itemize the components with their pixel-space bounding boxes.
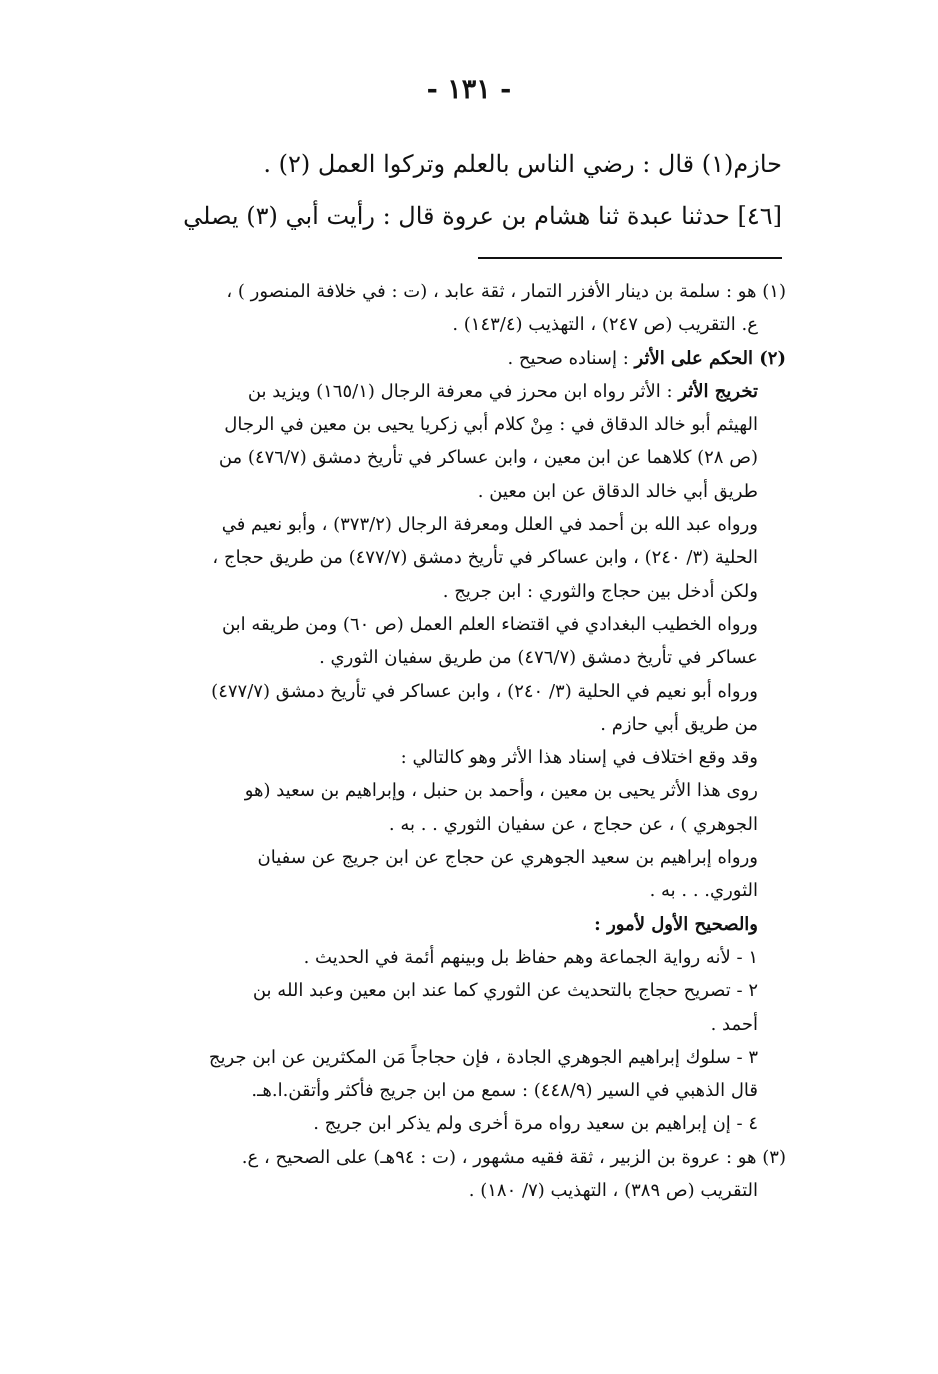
footnote-line: الجوهري ) ، عن حجاج ، عن سفيان الثوري . . به . xyxy=(388,813,758,835)
footnote-line: ولكن أدخل بين حجاج والثوري : ابن جريج . xyxy=(442,580,758,602)
footnote-subheading: والصحيح الأول لأمور : xyxy=(594,913,758,935)
footnote-line: الحلية (٣/ ٢٤٠) ، وابن عساكر في تأريخ دمشق (٤٧٧/٧) من طريق حجاج ، xyxy=(212,547,758,569)
takhrij-text: : الأثر رواه ابن محرز في معرفة الرجال (١٦٥/١) ويزيد بن xyxy=(247,380,679,402)
footnote-line: قال الذهبي في السير (٤٤٨/٩) : سمع من ابن جريج فأكثر وأتقن.ا.هـ. xyxy=(251,1080,758,1102)
footnote-line: ورواه إبراهيم بن سعيد الجوهري عن حجاج عن ابن جريج عن سفيان xyxy=(257,847,758,869)
footnote-list-item: ١ - لأنه رواية الجماعة وهم حفاظ بل وبينهم أئمة في الحديث . xyxy=(303,946,758,968)
footnote-line: أحمد . xyxy=(710,1013,758,1035)
footnote-list-item: ٣ - سلوك إبراهيم الجوهري الجادة ، فإن حجاجاً مَن المكثرين عن ابن جريج xyxy=(208,1046,758,1068)
footnote-line: عساكر في تأريخ دمشق (٤٧٦/٧) من طريق سفيان الثوري . xyxy=(319,647,758,669)
footnote-line: روى هذا الأثر يحيى بن معين ، وأحمد بن حنبل ، وإبراهيم بن سعيد (هو xyxy=(244,780,758,802)
takhrij-line xyxy=(100,375,786,408)
footnote-2-text: : إسناده صحيح . xyxy=(507,347,635,369)
footnote-line: ورواه عبد الله بن أحمد في العلل ومعرفة الرجال (٣٧٣/٢) ، وأبو نعيم في xyxy=(221,514,758,536)
footnote-3-continuation: التقريب (ص ٣٨٩) ، التهذيب (٧/ ١٨٠) . xyxy=(468,1180,758,1202)
footnote-line: طريق أبي خالد الدقاق عن ابن معين . xyxy=(477,480,758,502)
footnote-separator xyxy=(478,257,782,259)
footnotes xyxy=(100,275,786,1207)
footnote-2 xyxy=(100,342,786,375)
main-text-line: [٤٦] حدثنا عبدة ثنا هشام بن عروة قال : رأيت أبي (٣) يصلي xyxy=(183,202,782,230)
footnote-2-label: (٢) الحكم على الأثر xyxy=(634,347,786,369)
footnote-line: الهيثم أبو خالد الدقاق في : مِنْ كلام أبي زكريا يحيى بن معين في الرجال xyxy=(224,414,758,436)
footnote-line: من طريق أبي حازم . xyxy=(600,713,758,735)
footnote-list-item: ٤ - إن إبراهيم بن سعيد رواه مرة أخرى ولم يذكر ابن جريج . xyxy=(313,1113,758,1135)
footnote-list-item: ٢ - تصريح حجاج بالتحديث عن الثوري كما عند ابن معين وعبد الله بن xyxy=(252,980,758,1002)
footnote-line: الثوري. . . به . xyxy=(649,880,758,902)
footnote-line: وقد وقع اختلاف في إسناد هذا الأثر وهو كالتالي : xyxy=(400,747,758,769)
main-text-line: حازم(١) قال : رضي الناس بالعلم وتركوا العمل (٢) . xyxy=(263,150,782,178)
footnote-1: (١) هو : سلمة بن دينار الأفزر التمار ، ثقة عابد ، (ت : في خلافة المنصور ) ، xyxy=(226,281,786,302)
footnote-line: (ص ٢٨) كلاهما عن ابن معين ، وابن عساكر في تأريخ دمشق (٤٧٦/٧) من xyxy=(218,447,758,469)
footnote-line: ورواه الخطيب البغدادي في اقتضاء العلم العمل (ص ٦٠) ومن طريقه ابن xyxy=(221,613,758,635)
footnote-3: (٣) هو : عروة بن الزبير ، ثقة فقيه مشهور ، (ت : ٩٤هـ) على الصحيح ، ع. xyxy=(241,1146,786,1168)
page-number: - ١٣١ - xyxy=(426,74,512,105)
takhrij-label: تخريج الأثر xyxy=(678,380,758,402)
footnote-1-continuation: ع. التقريب (ص ٢٤٧) ، التهذيب (١٤٣/٤) . xyxy=(452,314,758,336)
footnote-line: ورواه أبو نعيم في الحلية (٣/ ٢٤٠) ، وابن عساكر في تأريخ دمشق (٤٧٧/٧) xyxy=(211,680,758,702)
main-text xyxy=(96,138,782,242)
